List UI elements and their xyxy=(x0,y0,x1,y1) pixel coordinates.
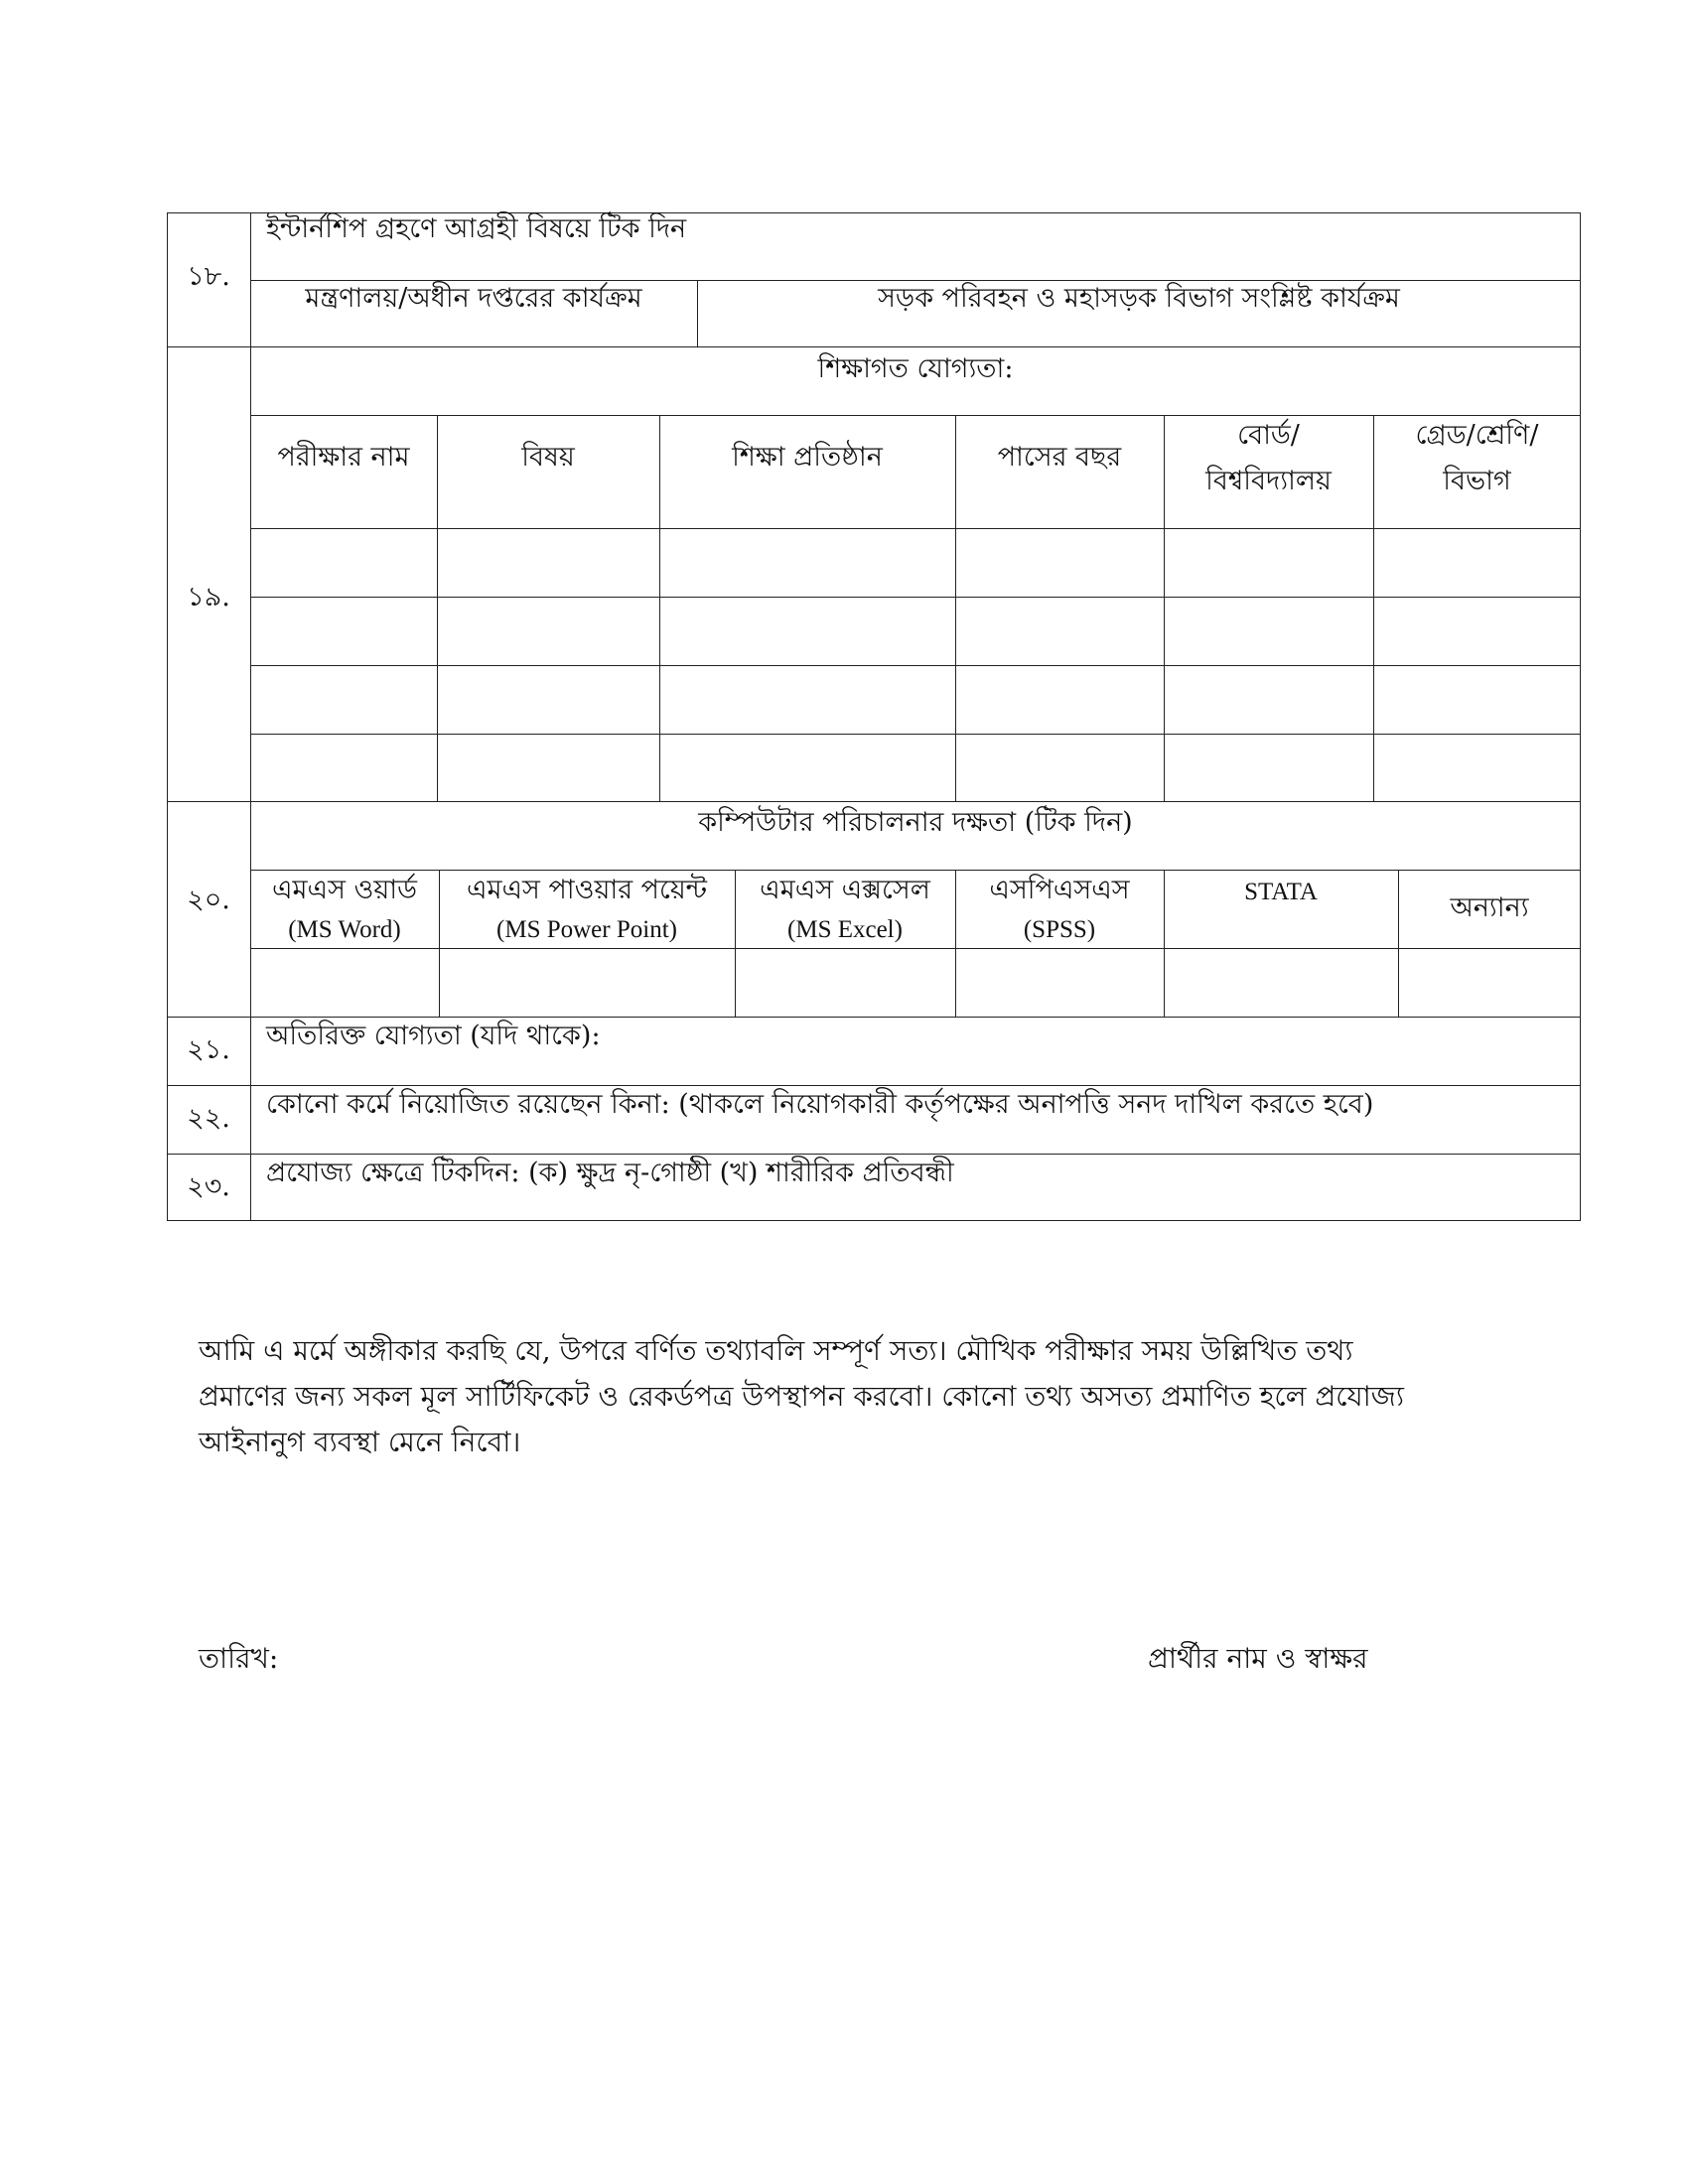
cell-divider xyxy=(250,734,1581,735)
row-text: কোনো কর্মে নিয়োজিত রয়েছেন কিনা: (থাকলে নিয়োগকারী কর্তৃপক্ষের অনাপত্তি সনদ দাখিল করতে হবে) xyxy=(266,1089,1374,1120)
header-passing-year: পাসের বছর xyxy=(997,442,1122,473)
declaration-line: আমি এ মর্মে অঙ্গীকার করছি যে, উপরে বর্ণিত তথ্যাবলি সম্পূর্ণ সত্য। মৌখিক পরীক্ষার সময় উল্লিখিত তথ্য xyxy=(199,1334,1353,1367)
tick-cell-ms-word[interactable] xyxy=(250,948,439,1017)
row-divider xyxy=(167,1017,1581,1018)
skill-spss-en: (SPSS) xyxy=(1023,916,1096,943)
header-exam-name: পরীক্ষার নাম xyxy=(277,442,410,473)
row-divider xyxy=(167,801,1581,802)
row-title: ইন্টার্নশিপ গ্রহণে আগ্রহী বিষয়ে টিক দিন xyxy=(266,213,687,244)
tick-cell-ms-excel[interactable] xyxy=(735,948,955,1017)
skill-spss: এসপিএসএস xyxy=(989,875,1130,905)
header-grade-line1: গ্রেড/শ্রেণি/ xyxy=(1415,420,1539,451)
row-text: অতিরিক্ত যোগ্যতা (যদি থাকে): xyxy=(266,1021,601,1051)
skill-others: অন্যান্য xyxy=(1450,892,1529,923)
cell-divider xyxy=(250,870,1581,871)
section-title: শিক্ষাগত যোগ্যতা: xyxy=(817,353,1014,384)
row-number: ২১. xyxy=(187,1034,230,1065)
date-label: তারিখ: xyxy=(199,1642,279,1675)
declaration-line: আইনানুগ ব্যবস্থা মেনে নিবো। xyxy=(199,1426,521,1458)
skill-stata: STATA xyxy=(1244,879,1318,905)
row-number: ২৩. xyxy=(187,1171,230,1202)
skill-ms-powerpoint: এমএস পাওয়ার পয়েন্ট xyxy=(466,875,707,905)
tick-cell-ms-powerpoint[interactable] xyxy=(439,948,735,1017)
header-board-line1: বোর্ড/ xyxy=(1237,420,1300,451)
declaration-line: প্রমাণের জন্য সকল মূল সার্টিফিকেট ও রেকর্ডপত্র উপস্থাপন করবো। কোনো তথ্য অসত্য প্রমাণিত হলে প্রযোজ্য xyxy=(199,1380,1404,1413)
cell-divider xyxy=(250,597,1581,598)
header-institution: শিক্ষা প্রতিষ্ঠান xyxy=(732,442,883,473)
tick-cell-spss[interactable] xyxy=(955,948,1164,1017)
tick-cell-others[interactable] xyxy=(1398,948,1581,1017)
row-divider xyxy=(167,1154,1581,1155)
row-number: ১৮. xyxy=(187,261,230,292)
row-divider xyxy=(167,1085,1581,1086)
skill-ms-excel-en: (MS Excel) xyxy=(787,916,903,943)
cell-divider xyxy=(250,528,1581,529)
row-number: ১৯. xyxy=(187,582,230,613)
cell-divider xyxy=(250,415,1581,416)
row-divider xyxy=(167,346,1581,347)
cell-divider xyxy=(250,280,1581,281)
skill-ms-word: এমএস ওয়ার্ড xyxy=(272,875,417,905)
row-text: প্রযোজ্য ক্ষেত্রে টিকদিন: (ক) ক্ষুদ্র নৃ-গোষ্ঠী (খ) শারীরিক প্রতিবন্ধী xyxy=(266,1158,954,1188)
header-grade-line2: বিভাগ xyxy=(1443,466,1511,496)
header-board-line2: বিশ্ববিদ্যালয় xyxy=(1205,466,1332,496)
cell-divider xyxy=(250,665,1581,666)
row-number: ২০. xyxy=(187,885,230,915)
skill-ms-powerpoint-en: (MS Power Point) xyxy=(496,916,677,943)
option-ministry-activities[interactable]: মন্ত্রণালয়/অধীন দপ্তরের কার্যক্রম xyxy=(305,283,642,314)
signature-label: প্রার্থীর নাম ও স্বাক্ষর xyxy=(1148,1642,1368,1675)
option-road-division-activities[interactable]: সড়ক পরিবহন ও মহাসড়ক বিভাগ সংশ্লিষ্ট কার্যক্রম xyxy=(878,283,1400,314)
section-title: কম্পিউটার পরিচালনার দক্ষতা (টিক দিন) xyxy=(698,807,1133,838)
skill-ms-word-en: (MS Word) xyxy=(288,916,401,943)
header-subject: বিষয় xyxy=(521,442,575,473)
skill-ms-excel: এমএস এক্সসেল xyxy=(760,875,930,905)
tick-cell-stata[interactable] xyxy=(1164,948,1398,1017)
row-number: ২২. xyxy=(187,1103,230,1134)
